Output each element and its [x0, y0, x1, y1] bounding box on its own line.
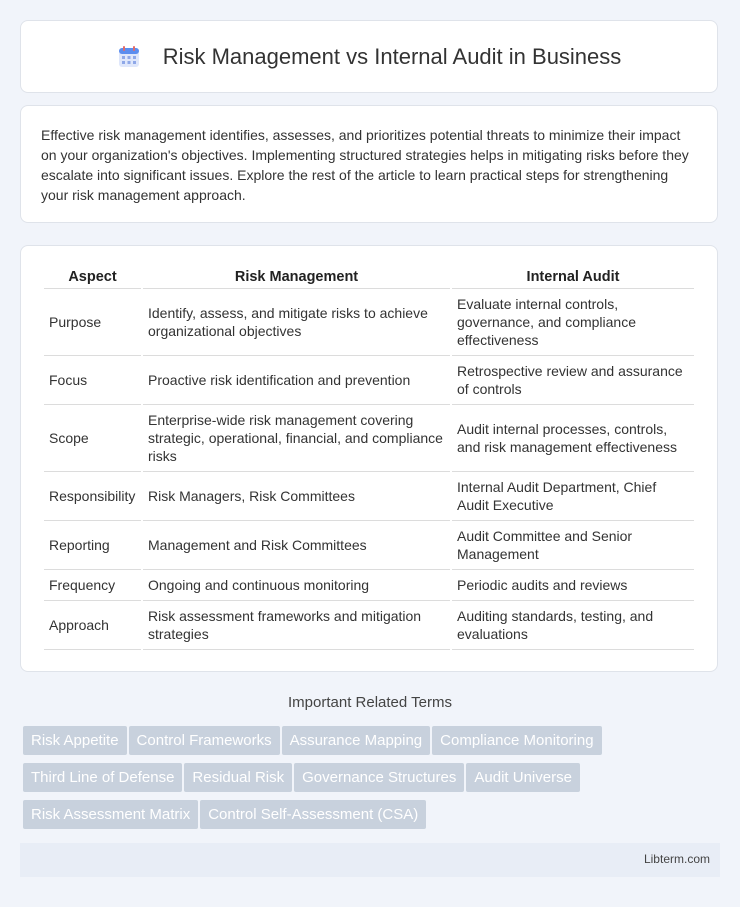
table-header-row [44, 266, 694, 289]
table-row [44, 521, 694, 570]
related-term-tag[interactable]: Third Line of Defense [23, 763, 182, 792]
table-cell: Ongoing and continuous monitoring [143, 570, 450, 601]
footer-site-link[interactable]: Libterm.com [643, 852, 710, 866]
table-cell: Periodic audits and reviews [452, 570, 694, 601]
related-terms-list [23, 726, 723, 837]
related-term-tag[interactable]: Governance Structures [294, 763, 464, 792]
related-term-tag[interactable]: Risk Assessment Matrix [23, 800, 198, 829]
intro-card [20, 105, 718, 223]
comparison-card [20, 245, 718, 672]
table-cell: Reporting [44, 521, 141, 570]
table-row [44, 289, 694, 356]
table-cell: Risk assessment frameworks and mitigation strategies [143, 601, 450, 650]
table-cell: Management and Risk Committees [143, 521, 450, 570]
page-title: Risk Management vs Internal Audit in Business [162, 43, 622, 69]
table-cell: Evaluate internal controls, governance, and compliance effectiveness [452, 289, 694, 356]
table-row [44, 405, 694, 472]
related-term-tag[interactable]: Compliance Monitoring [432, 726, 601, 755]
table-cell: Auditing standards, testing, and evaluations [452, 601, 694, 650]
related-term-tag[interactable]: Residual Risk [184, 763, 292, 792]
related-term-tag[interactable]: Assurance Mapping [282, 726, 431, 755]
calendar-icon [117, 45, 141, 69]
footer [20, 843, 720, 877]
title-card [20, 20, 718, 93]
table-cell: Identify, assess, and mitigate risks to achieve organizational objectives [143, 289, 450, 356]
table-cell: Frequency [44, 570, 141, 601]
header-internal-audit: Internal Audit [452, 266, 694, 289]
related-term-tag[interactable]: Risk Appetite [23, 726, 127, 755]
table-row [44, 601, 694, 650]
header-aspect: Aspect [44, 266, 141, 289]
related-term-tag[interactable]: Audit Universe [466, 763, 580, 792]
table-cell: Proactive risk identification and prevention [143, 356, 450, 405]
table-cell: Audit Committee and Senior Management [452, 521, 694, 570]
table-cell: Responsibility [44, 472, 141, 521]
table-row [44, 472, 694, 521]
related-term-tag[interactable]: Control Frameworks [129, 726, 280, 755]
table-cell: Focus [44, 356, 141, 405]
table-row [44, 356, 694, 405]
table-cell: Audit internal processes, controls, and risk management effectiveness [452, 405, 694, 472]
table-row [44, 570, 694, 601]
header-risk-management: Risk Management [143, 266, 450, 289]
table-cell: Approach [44, 601, 141, 650]
table-cell: Enterprise-wide risk management covering strategic, operational, financial, and compliance risks [143, 405, 450, 472]
table-cell: Risk Managers, Risk Committees [143, 472, 450, 521]
table-cell: Scope [44, 405, 141, 472]
table-cell: Internal Audit Department, Chief Audit Executive [452, 472, 694, 521]
related-term-tag[interactable]: Control Self-Assessment (CSA) [200, 800, 426, 829]
table-cell: Retrospective review and assurance of controls [452, 356, 694, 405]
table-cell: Purpose [44, 289, 141, 356]
related-terms-title: Important Related Terms [288, 694, 452, 711]
intro-text: Effective risk management identifies, assesses, and prioritizes potential threats to minimize their impact on your organization's objectives. Implementing structured strategies helps in mitigating risks before they escalate into significant issues. Explore the rest of the article to learn practical steps for strengthening your risk management approach. [41, 127, 689, 203]
comparison-table [42, 266, 696, 650]
